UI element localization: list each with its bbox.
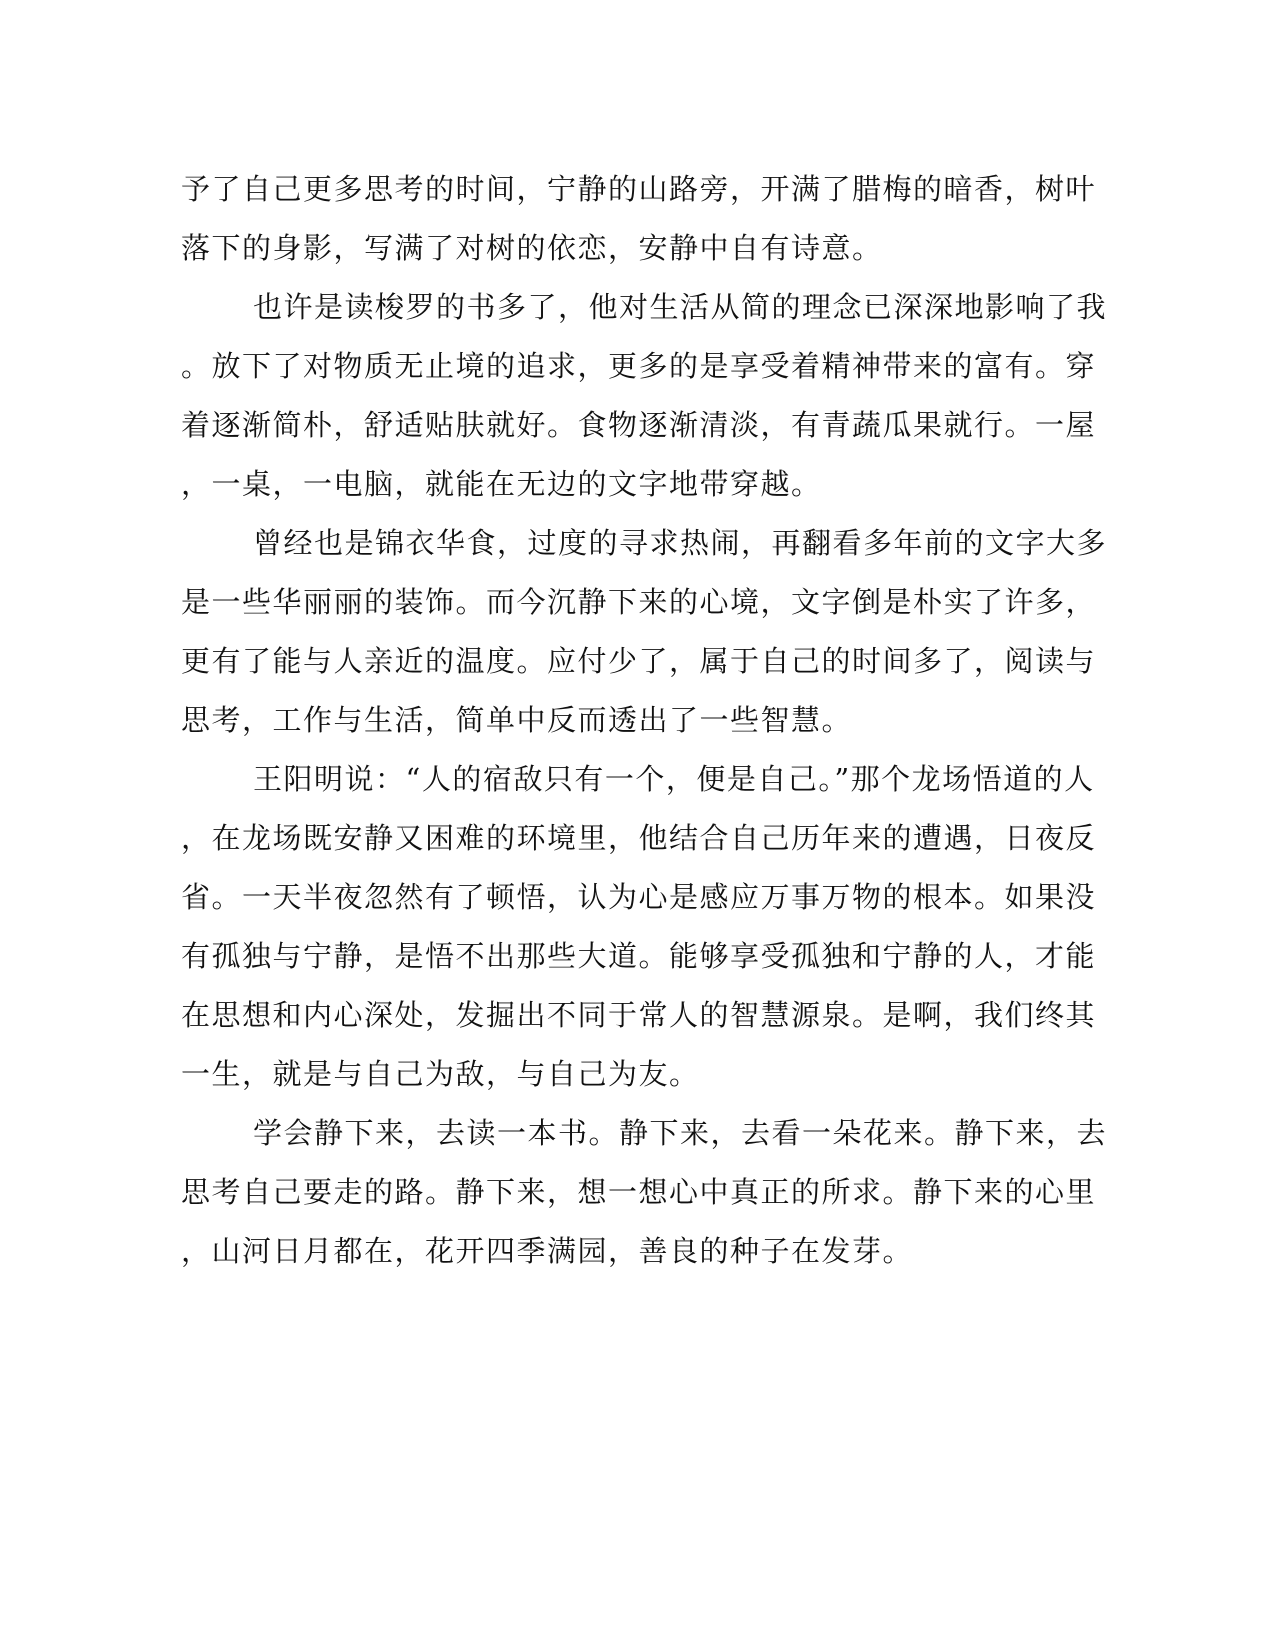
text-line: 省。一天半夜忽然有了顿悟，认为心是感应万事万物的根本。如果没: [181, 880, 1097, 914]
text-line: 有孤独与宁静，是悟不出那些大道。能够享受孤独和宁静的人，才能: [181, 939, 1097, 973]
text-line: ，一桌，一电脑，就能在无边的文字地带穿越。: [181, 467, 822, 501]
text-line: 落下的身影，写满了对树的依恋，安静中自有诗意。: [181, 231, 883, 265]
text-line: ，山河日月都在，花开四季满园，善良的种子在发芽。: [181, 1234, 914, 1268]
text-line: 着逐渐简朴，舒适贴肤就好。食物逐渐清淡，有青蔬瓜果就行。一屋: [181, 408, 1097, 442]
text-line: 思考，工作与生活，简单中反而透出了一些智慧。: [181, 703, 853, 737]
text-line: 一生，就是与自己为敌，与自己为友。: [181, 1057, 700, 1091]
paragraph-start-line: 王阳明说：“人的宿敌只有一个，便是自己。”那个龙场悟道的人: [253, 762, 1095, 796]
text-line: 在思想和内心深处，发掘出不同于常人的智慧源泉。是啊，我们终其: [181, 998, 1097, 1032]
text-line: 予了自己更多思考的时间，宁静的山路旁，开满了腊梅的暗香，树叶: [181, 172, 1097, 206]
paragraph-start-line: 也许是读梭罗的书多了，他对生活从简的理念已深深地影响了我: [253, 290, 1108, 324]
text-line: ，在龙场既安静又困难的环境里，他结合自己历年来的遭遇，日夜反: [181, 821, 1097, 855]
text-line: 。放下了对物质无止境的追求，更多的是享受着精神带来的富有。穿: [181, 349, 1097, 383]
paragraph-start-line: 学会静下来，去读一本书。静下来，去看一朵花来。静下来，去: [253, 1116, 1108, 1150]
article-body: [181, 160, 1108, 1281]
text-line: 更有了能与人亲近的温度。应付少了，属于自己的时间多了，阅读与: [181, 644, 1097, 678]
paragraph-start-line: 曾经也是锦衣华食，过度的寻求热闹，再翻看多年前的文字大多: [253, 526, 1108, 560]
text-line: 是一些华丽丽的装饰。而今沉静下来的心境，文字倒是朴实了许多，: [181, 585, 1097, 619]
text-line: 思考自己要走的路。静下来，想一想心中真正的所求。静下来的心里: [181, 1175, 1097, 1209]
